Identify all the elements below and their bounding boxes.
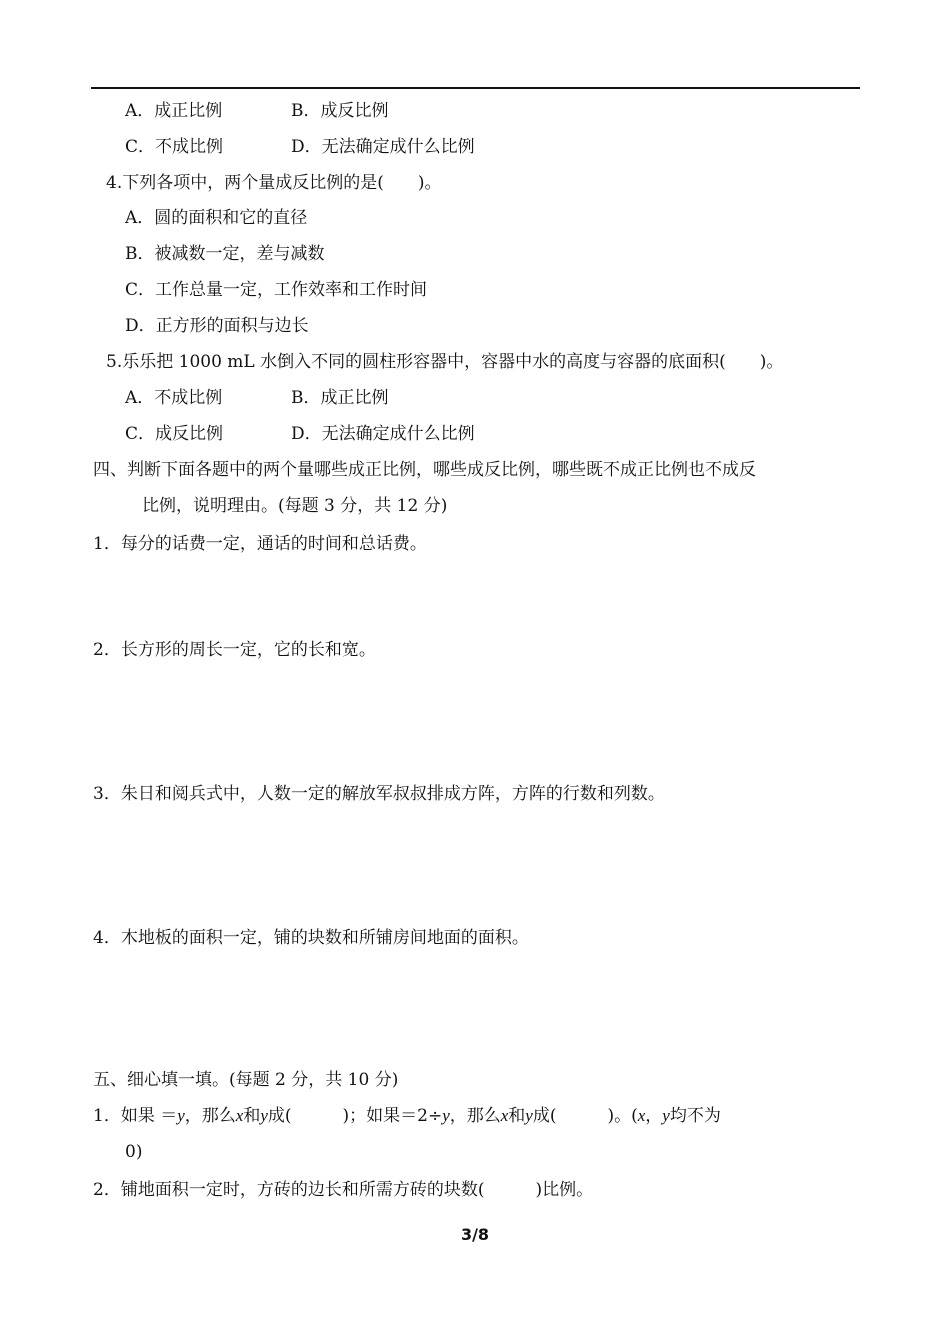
question-item: 1．每分的话费一定，通话的时间和总话费。 — [93, 534, 427, 554]
text: 成( )。( — [532, 1106, 638, 1126]
text: 均不为 — [669, 1106, 721, 1126]
text: ，那么 — [184, 1106, 236, 1126]
option-row — [125, 386, 389, 410]
variable: y — [177, 1106, 185, 1125]
option-row — [125, 422, 475, 446]
option-row — [125, 135, 475, 159]
variable: y — [662, 1106, 670, 1125]
section-title: 五、细心填一填。(每题 2 分，共 10 分) — [93, 1070, 399, 1090]
option-row — [125, 99, 389, 123]
variable: x — [500, 1106, 509, 1125]
option-c: C．工作总量一定，工作效率和工作时间 — [125, 280, 428, 300]
option-a: A．成正比例 — [125, 101, 223, 121]
text: ， — [645, 1106, 663, 1126]
question-stem: 5.乐乐把 1000 mL 水倒入不同的圆柱形容器中，容器中水的高度与容器的底面积( )。 — [106, 352, 784, 372]
text: 和 — [243, 1106, 261, 1126]
question-item: 4．木地板的面积一定，铺的块数和所铺房间地面的面积。 — [93, 928, 529, 948]
variable: x — [235, 1106, 244, 1125]
option-b: B．成正比例 — [291, 388, 389, 408]
header-rule — [91, 87, 860, 89]
section-title: 四、判断下面各题中的两个量哪些成正比例，哪些成反比例，哪些既不成正比例也不成反 — [93, 460, 756, 480]
variable: y — [260, 1106, 268, 1125]
option-a: A．不成比例 — [125, 388, 223, 408]
option-a: A．圆的面积和它的直径 — [125, 208, 308, 228]
text: 和 — [508, 1106, 526, 1126]
option-c: C．成反比例 — [125, 424, 224, 444]
page-number: 3/8 — [460, 1225, 490, 1244]
text: ，那么 — [449, 1106, 501, 1126]
text: 1．如果 ＝ — [93, 1106, 178, 1126]
question-item — [93, 1104, 721, 1128]
text: 成( )；如果＝2÷ — [267, 1106, 443, 1126]
question-item: 2．铺地面积一定时，方砖的边长和所需方砖的块数( )比例。 — [93, 1180, 594, 1200]
option-b: B．成反比例 — [291, 101, 389, 121]
question-item: 2．长方形的周长一定，它的长和宽。 — [93, 640, 376, 660]
variable: x — [637, 1106, 646, 1125]
section-title-cont: 比例，说明理由。(每题 3 分，共 12 分) — [142, 496, 448, 516]
variable: y — [442, 1106, 450, 1125]
option-d: D．无法确定成什么比例 — [291, 137, 475, 157]
option-d: D．正方形的面积与边长 — [125, 316, 309, 336]
variable: y — [525, 1106, 533, 1125]
option-d: D．无法确定成什么比例 — [291, 424, 475, 444]
option-c: C．不成比例 — [125, 137, 224, 157]
question-stem: 4.下列各项中，两个量成反比例的是( )。 — [106, 173, 442, 193]
question-item: 3．朱日和阅兵式中，人数一定的解放军叔叔排成方阵，方阵的行数和列数。 — [93, 784, 665, 804]
question-item-cont: 0) — [125, 1142, 143, 1162]
option-b: B．被减数一定，差与减数 — [125, 244, 325, 264]
